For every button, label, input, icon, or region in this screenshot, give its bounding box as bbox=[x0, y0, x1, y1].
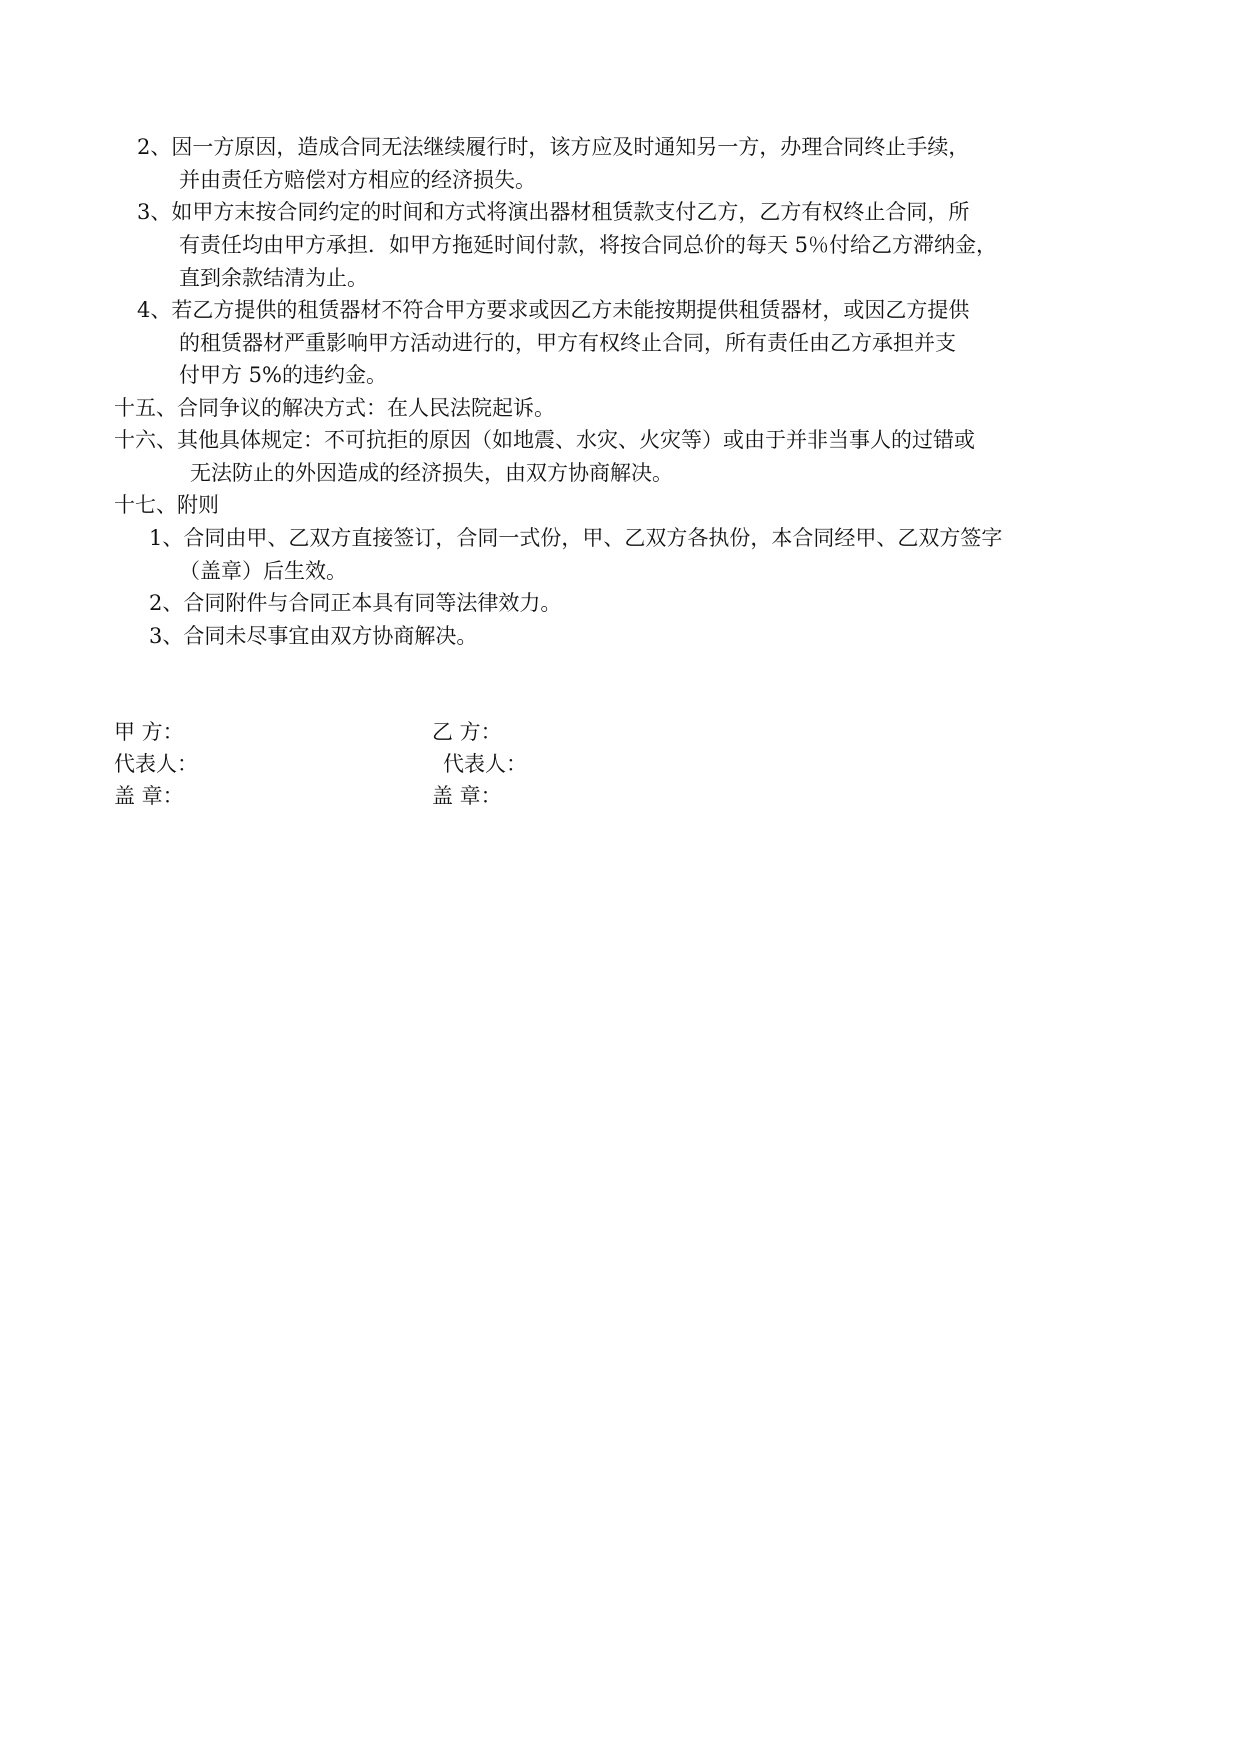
representative-b-label: 代表人： bbox=[443, 752, 527, 776]
clause17-item1-line1: 1、合同由甲、乙双方直接签订，合同一式份，甲、乙双方各执份，本合同经甲、乙双方签字 bbox=[149, 526, 1003, 550]
clause17-item2: 2、合同附件与合同正本具有同等法律效力。 bbox=[149, 591, 562, 615]
seal-a-label: 盖 章： bbox=[114, 784, 184, 808]
clause14-item2-line1: 2、因一方原因，造成合同无法继续履行时，该方应及时通知另一方，办理合同终止手续， bbox=[137, 135, 970, 159]
clause17-heading: 十七、附则 bbox=[114, 493, 219, 517]
clause14-item2-line2: 并由责任方赔偿对方相应的经济损失。 bbox=[179, 168, 536, 192]
clause17-item3: 3、合同未尽事宜由双方协商解决。 bbox=[149, 624, 478, 648]
clause14-item4-line3: 付甲方 5%的违约金。 bbox=[179, 363, 387, 387]
clause15-text: 十五、合同争议的解决方式：在人民法院起诉。 bbox=[114, 396, 555, 420]
party-a-label: 甲 方： bbox=[114, 720, 184, 744]
seal-b-label: 盖 章： bbox=[432, 784, 502, 808]
representative-a-label: 代表人： bbox=[114, 752, 198, 776]
clause14-item3-line3: 直到余款结清为止。 bbox=[179, 266, 368, 290]
clause14-item3-line1: 3、如甲方末按合同约定的时间和方式将演出器材租赁款支付乙方，乙方有权终止合同，所 bbox=[137, 200, 970, 224]
clause14-item4-line2: 的租赁器材严重影响甲方活动进行的，甲方有权终止合同，所有责任由乙方承担并支 bbox=[179, 331, 956, 355]
clause17-item1-line2: （盖章）后生效。 bbox=[179, 559, 347, 583]
clause16-line2: 无法防止的外因造成的经济损失，由双方协商解决。 bbox=[190, 461, 673, 485]
clause16-line1: 十六、其他具体规定：不可抗拒的原因（如地震、水灾、火灾等）或由于并非当事人的过错或 bbox=[114, 428, 975, 452]
party-b-label: 乙 方： bbox=[432, 720, 502, 744]
clause14-item4-line1: 4、若乙方提供的租赁器材不符合甲方要求或因乙方未能按期提供租赁器材，或因乙方提供 bbox=[137, 298, 970, 322]
clause14-item3-line2: 有责任均由甲方承担．如甲方拖延时间付款，将按合同总价的每天 5％付给乙方滞纳金， bbox=[179, 233, 998, 257]
